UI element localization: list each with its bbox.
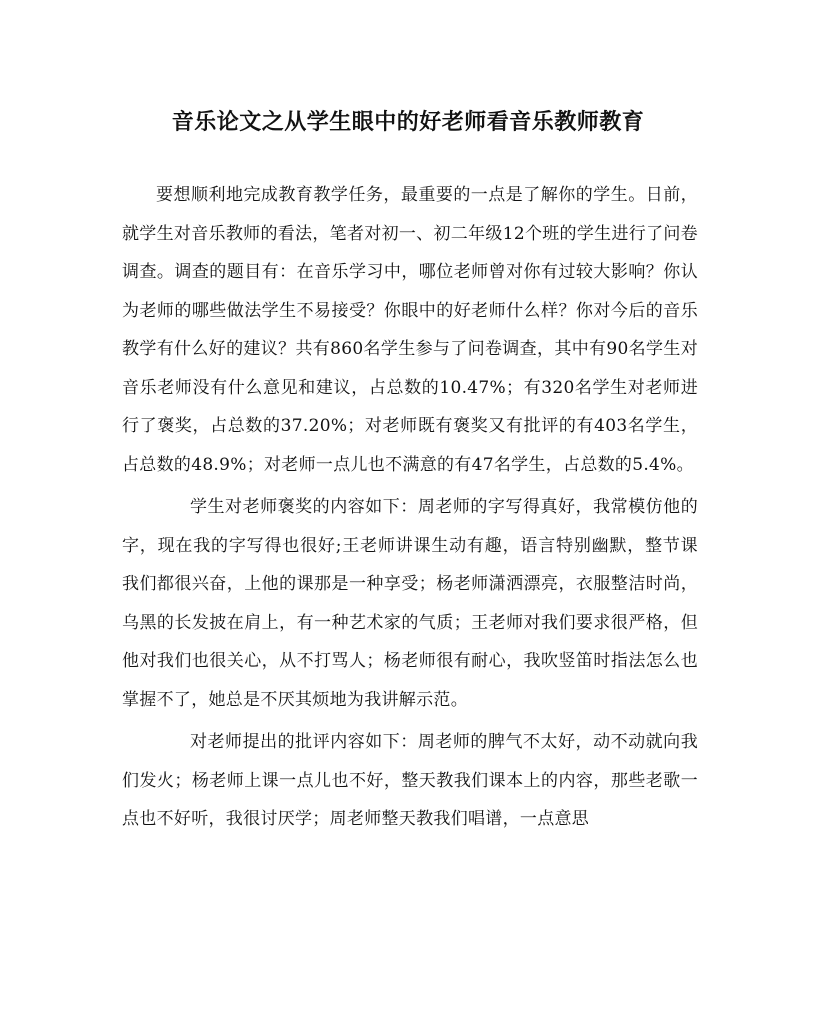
paragraph-survey: 要想顺利地完成教育教学任务，最重要的一点是了解你的学生。日前，就学生对音乐教师的看法，笔者对初一、初二年级12个班的学生进行了问卷调查。调查的题目有：在音乐学习中，哪位老师曾对你有过较大影响？你认为老师的哪些做法学生不易接受？你眼中的好老师什么样？你对今后的音乐教学有什么好的建议？共有860名学生参与了问卷调查，其中有90名学生对音乐老师没有什么意见和建议，占总数的10.47%；有320名学生对老师进行了褒奖，占总数的37.20%；对老师既有褒奖又有批评的有403名学生，占总数的48.9%；对老师一点儿也不满意的有47名学生，占总数的5.4%。	[122, 185, 698, 475]
document-body	[122, 176, 698, 839]
paragraph-criticism: 对老师提出的批评内容如下：周老师的脾气不太好，动不动就向我们发火；杨老师上课一点儿也不好，整天教我们课本上的内容，那些老歌一点也不好听，我很讨厌学；周老师整天教我们唱谱，一点意思	[122, 732, 698, 829]
document-title: 音乐论文之从学生眼中的好老师看音乐教师教育	[171, 109, 645, 135]
paragraph-praise: 学生对老师褒奖的内容如下：周老师的字写得真好，我常模仿他的字，现在我的字写得也很好;王老师讲课生动有趣，语言特别幽默，整节课我们都很兴奋，上他的课那是一种享受；杨老师潇洒漂亮，衣服整洁时尚，乌黑的长发披在肩上，有一种艺术家的气质；王老师对我们要求很严格，但他对我们也很关心，从不打骂人；杨老师很有耐心，我吹竖笛时指法怎么也掌握不了，她总是不厌其烦地为我讲解示范。	[122, 497, 698, 710]
